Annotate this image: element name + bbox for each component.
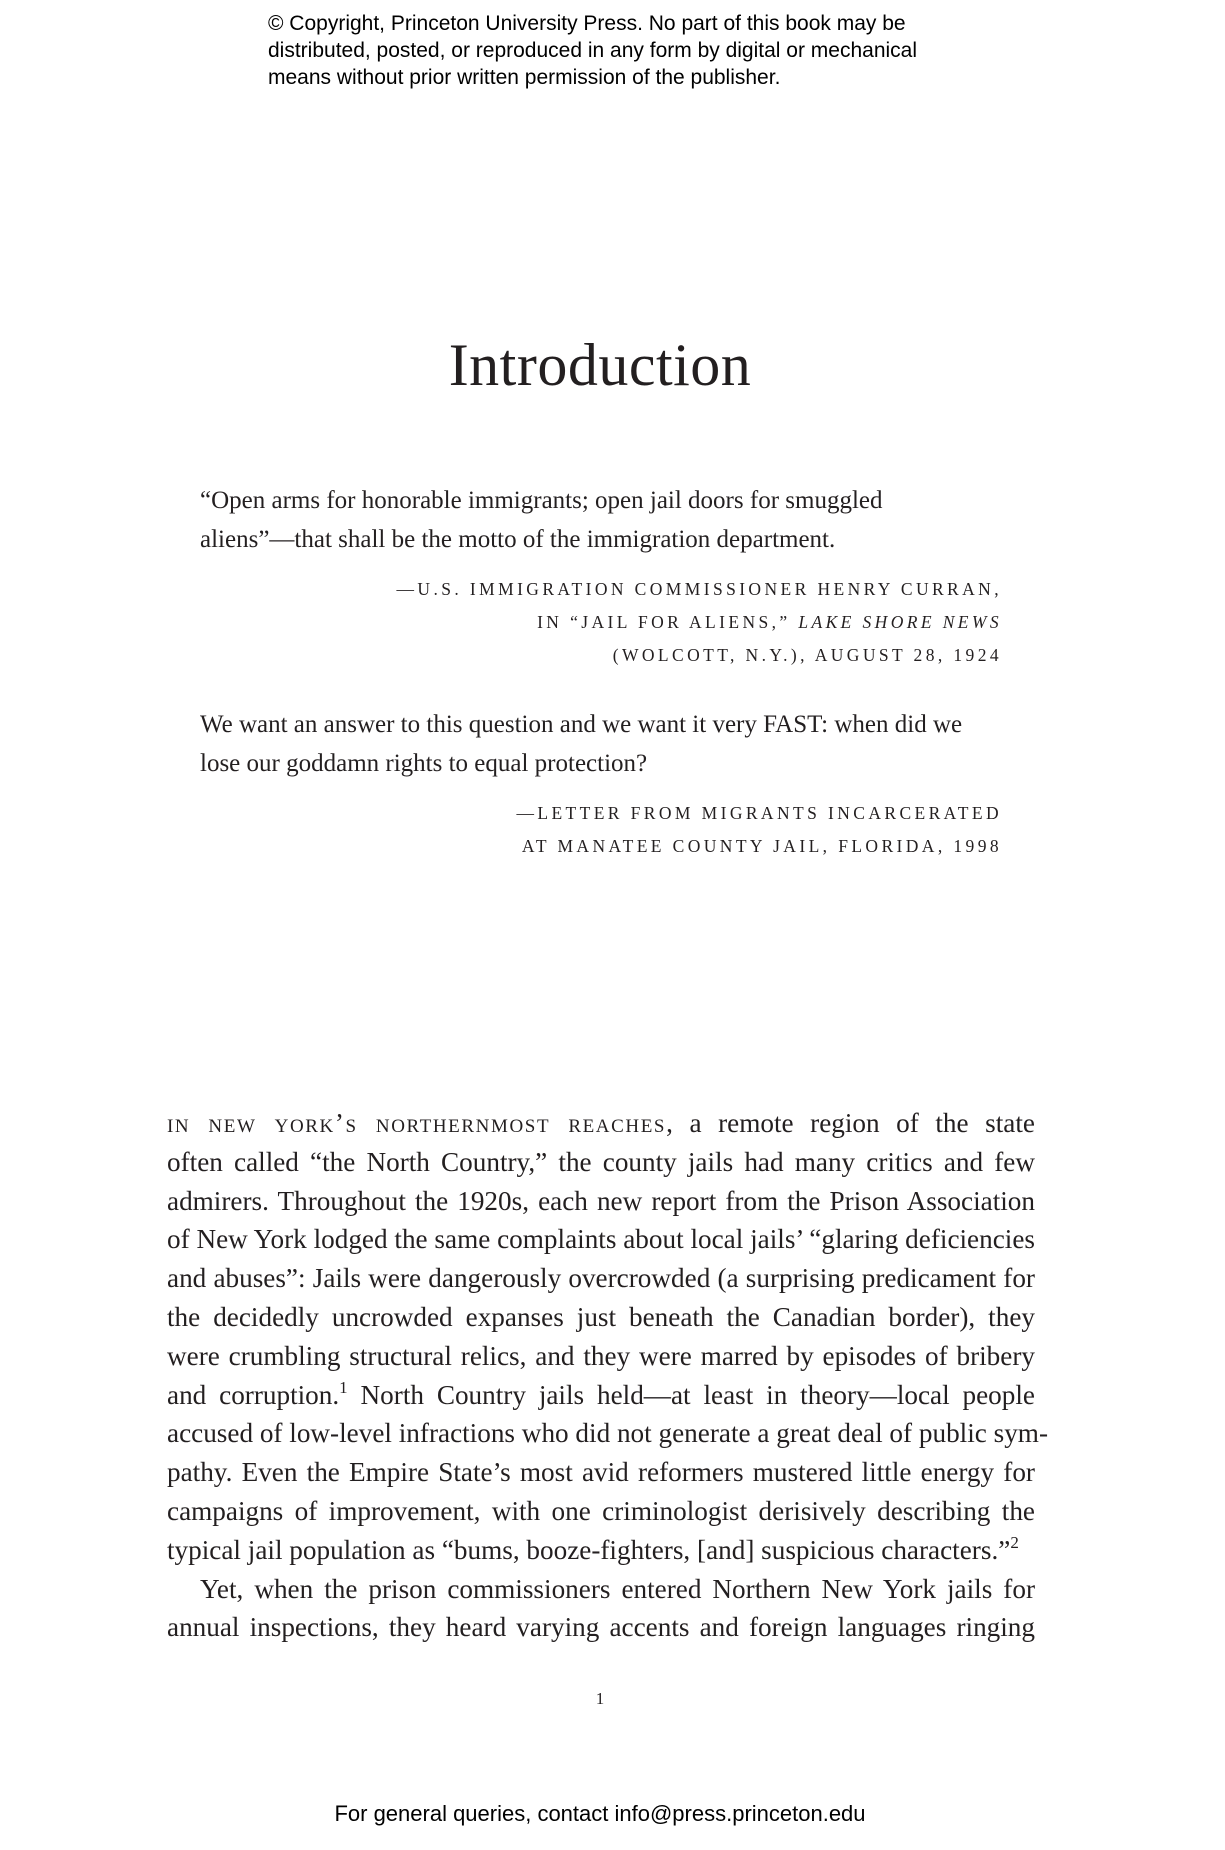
footer-contact: For general queries, contact info@press.princeton.edu	[334, 1801, 866, 1826]
epigraph	[200, 706, 1002, 863]
footnote-marker: 1	[339, 1377, 348, 1397]
attribution-line	[200, 606, 1002, 639]
attribution-line: AT MANATEE COUNTY JAIL, FLORIDA, 1998	[521, 836, 1002, 856]
body-line: often called “the North Country,” the county jails had many critics and few	[167, 1146, 1035, 1177]
body-line: the decidedly uncrowded expanses just beneath the Canadian border), they	[167, 1301, 1035, 1332]
body-text	[167, 1104, 1049, 1647]
body-line: pathy. Even the Empire State’s most avid reformers mustered little energy for	[167, 1457, 1035, 1488]
copyright-line: © Copyright, Princeton University Press. No part of this book may be	[268, 12, 906, 35]
epigraph-quote	[200, 482, 1002, 559]
epigraph	[200, 482, 1002, 672]
body-line: of New York lodged the same complaints about local jails’ “glaring deficiencies	[167, 1224, 1035, 1255]
chapter-title: Introduction	[448, 332, 752, 398]
epigraph-quote	[200, 706, 1002, 783]
epigraph-quote-line: “Open arms for honorable immigrants; open jail doors for smuggled	[200, 487, 883, 514]
attribution-line: —LETTER FROM MIGRANTS INCARCERATED	[516, 803, 1002, 823]
footnote-marker: 2	[1010, 1532, 1019, 1552]
body-line: annual inspections, they heard varying accents and foreign languages ringing	[167, 1612, 1035, 1643]
epigraph-quote-line: We want an answer to this question and we want it very FAST: when did we	[200, 711, 963, 738]
body-line: were crumbling structural relics, and they were marred by episodes of bribery	[167, 1340, 1035, 1371]
epigraph-quote-line: aliens”—that shall be the motto of the immigration department.	[200, 525, 836, 553]
attribution-text: IN “JAIL FOR ALIENS,”	[537, 612, 799, 632]
body-line: accused of low-level infractions who did not generate a great deal of public sym-	[167, 1418, 1049, 1449]
body-line: and abuses”: Jails were dangerously overcrowded (a surprising predicament for	[167, 1263, 1035, 1294]
attribution-line: —U.S. IMMIGRATION COMMISSIONER HENRY CURRAN,	[396, 579, 1002, 599]
epigraph-quote-line: lose our goddamn rights to equal protection?	[200, 749, 648, 777]
body-line	[167, 1531, 1035, 1570]
body-line	[167, 1104, 1035, 1143]
lead-in-smallcaps: in new york’s northernmost reaches	[167, 1108, 667, 1138]
epigraph-attribution	[200, 797, 1002, 863]
body-line	[167, 1376, 1035, 1415]
copyright-line: distributed, posted, or reproduced in any form by digital or mechanical	[268, 39, 918, 62]
body-line-text: , a remote region of the state	[666, 1108, 1035, 1138]
body-line: admirers. Throughout the 1920s, each new report from the Prison Association	[167, 1185, 1035, 1216]
copyright-line: means without prior written permission of the publisher.	[268, 66, 781, 89]
attribution-line: (WOLCOTT, N.Y.), AUGUST 28, 1924	[612, 645, 1002, 665]
body-line: Yet, when the prison commissioners entered Northern New York jails for	[200, 1573, 1035, 1604]
body-line: campaigns of improvement, with one criminologist derisively describing the	[167, 1495, 1035, 1526]
body-line-text: North Country jails held—at least in theory—local people	[347, 1379, 1035, 1410]
body-line-text: typical jail population as “bums, booze-fighters, [and] suspicious characters.”	[167, 1534, 1011, 1565]
page-number: 1	[595, 1689, 605, 1708]
body-line-text: and corruption.	[167, 1379, 340, 1410]
copyright-notice	[268, 10, 1028, 91]
epigraph-attribution	[200, 573, 1002, 672]
publication-title: LAKE SHORE NEWS	[798, 612, 1002, 632]
